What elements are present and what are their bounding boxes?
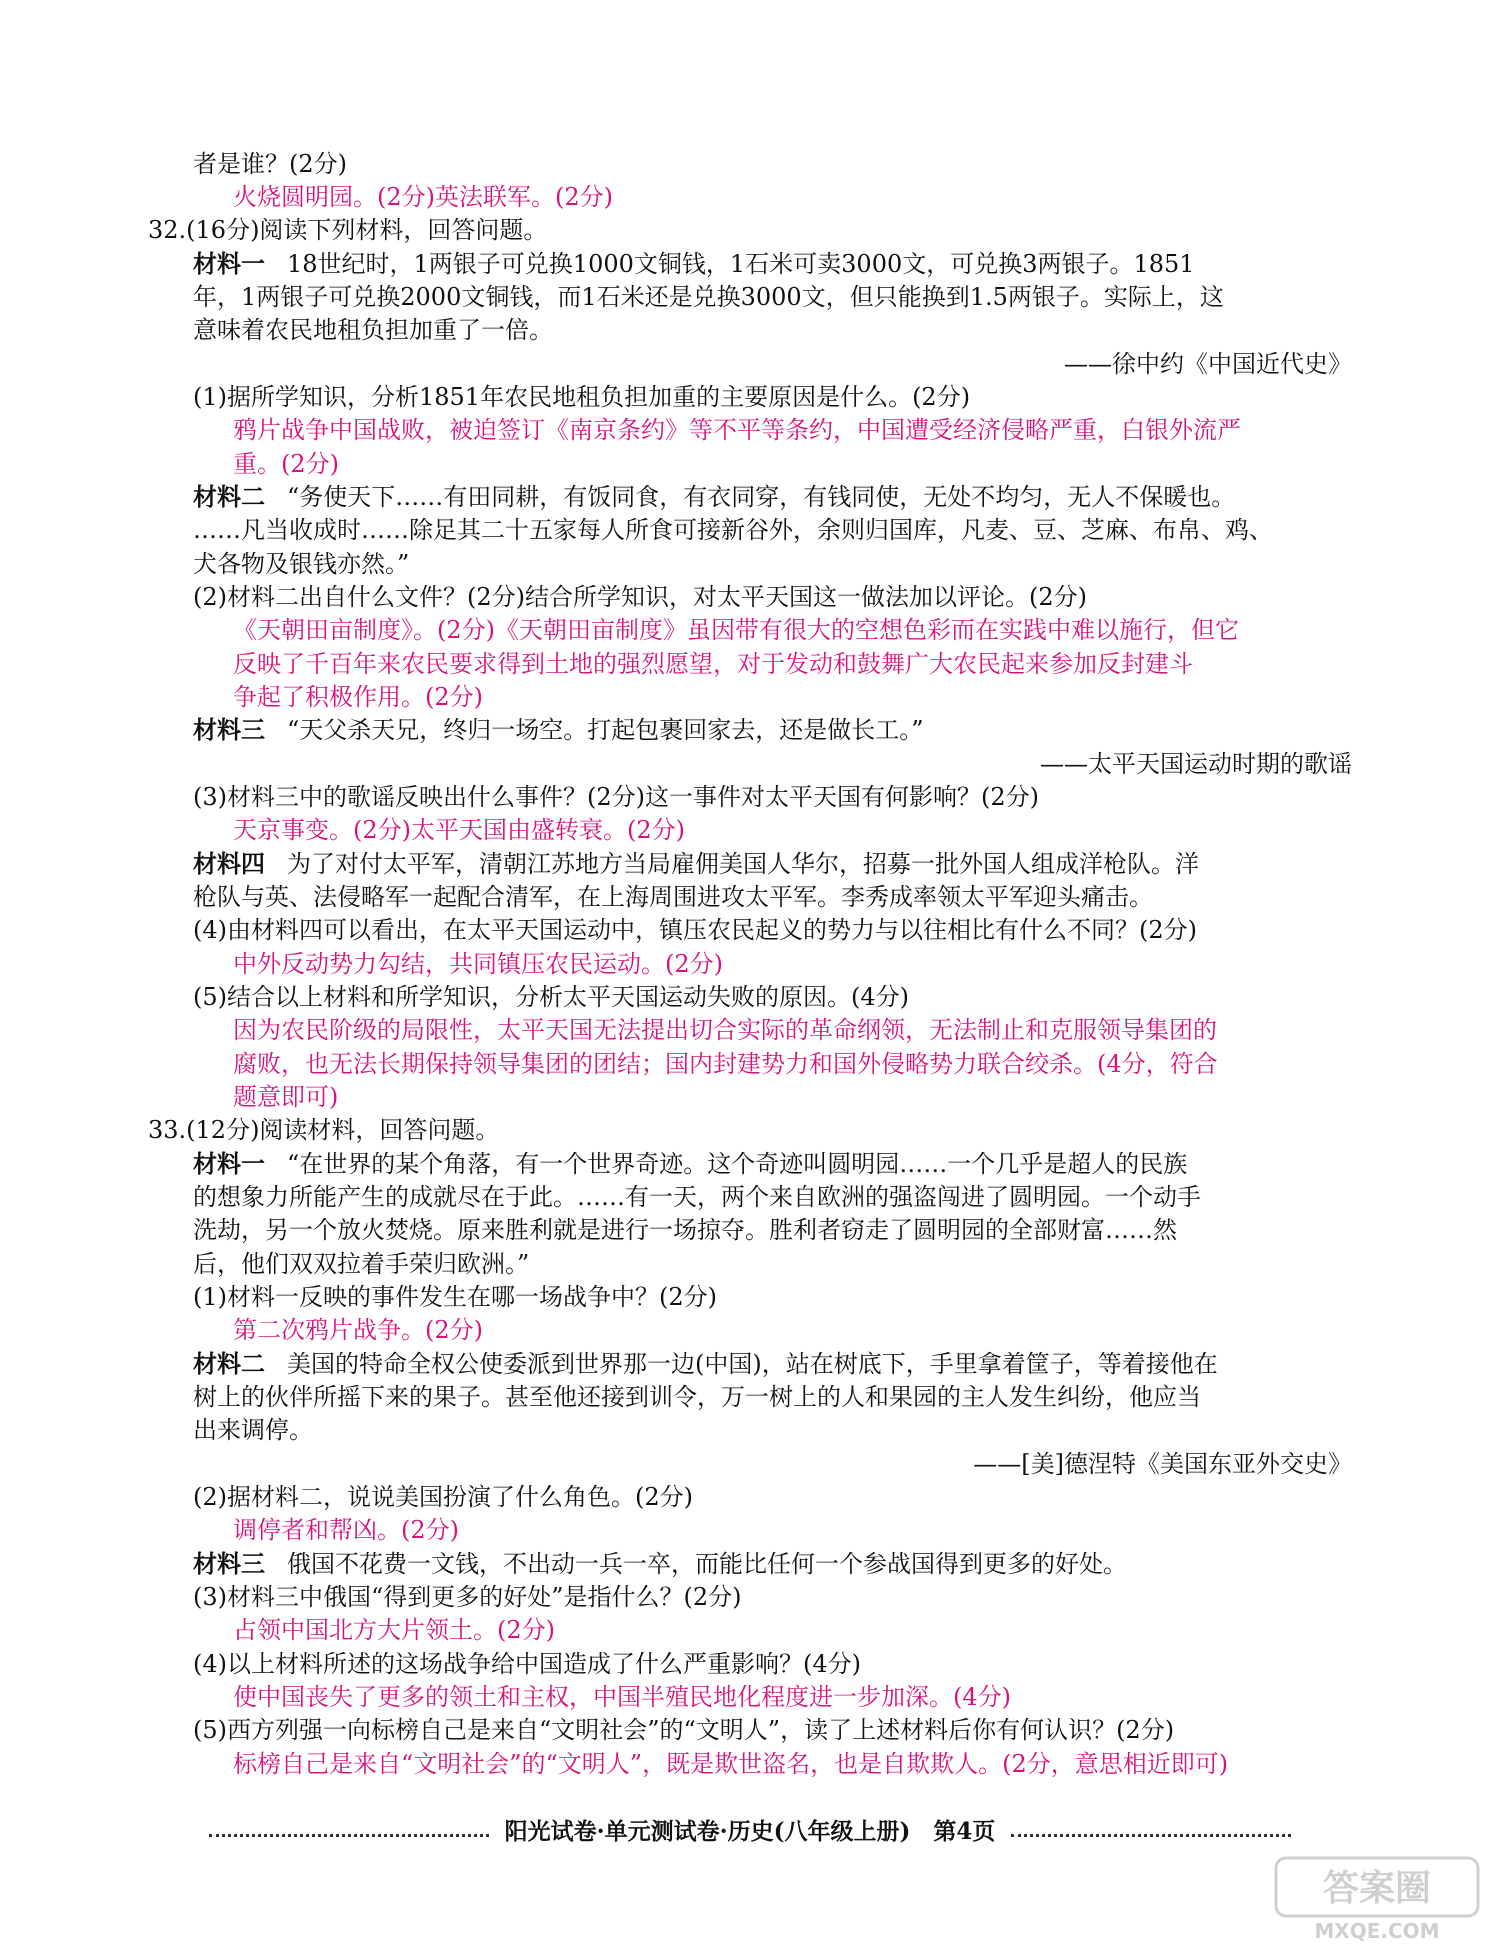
material-line: 年，1两银子可兑换2000文铜钱，而1石米还是兑换3000文，但只能换到1.5两银子。实际上，这 [193, 283, 1224, 311]
footer-title: 阳光试卷·单元测试卷·历史(八年级上册) 第4页 [504, 1817, 996, 1845]
answer-line: 中外反动势力勾结，共同镇压农民运动。(2分) [233, 950, 723, 978]
answer-line: 占领中国北方大片领土。(2分) [233, 1616, 555, 1644]
material-line: ……凡当收成时……除足其二十五家每人所食可接新谷外，余则归国库，凡麦、豆、芝麻、布帛、鸡、 [193, 516, 1273, 544]
question-line: (4)以上材料所述的这场战争给中国造成了什么严重影响？(4分) [193, 1650, 861, 1678]
question-line: (5)结合以上材料和所学知识，分析太平天国运动失败的原因。(4分) [193, 983, 909, 1011]
question-line: (4)由材料四可以看出，在太平天国运动中，镇压农民起义的势力与以往相比有什么不同？(2分) [193, 916, 1197, 944]
material-line: 洗劫，另一个放火焚烧。原来胜利就是进行一场掠夺。胜利者窃走了圆明园的全部财富……然 [193, 1216, 1177, 1244]
source-citation: ——徐中约《中国近代史》 [1064, 350, 1352, 378]
material-line: 意味着农民地租负担加重了一倍。 [193, 316, 553, 344]
material-line: 犬各物及银钱亦然。” [193, 550, 410, 578]
material-line: 材料一 18世纪时，1两银子可兑换1000文铜钱，1石米可卖3000文，可兑换3两银子。1851 [193, 249, 1195, 278]
question-heading: 33.(12分)阅读材料，回答问题。 [148, 1116, 500, 1144]
source-citation: ——太平天国运动时期的歌谣 [1040, 750, 1352, 778]
question-line: (3)材料三中的歌谣反映出什么事件？(2分)这一事件对太平天国有何影响？(2分) [193, 783, 1039, 811]
material-tag: 材料四 [193, 849, 265, 878]
material-tag: 材料一 [193, 1149, 265, 1178]
material-line: 出来调停。 [193, 1416, 313, 1444]
footer-divider [1011, 1834, 1291, 1837]
material-tag: 材料三 [193, 1549, 265, 1578]
answer-line: 火烧圆明园。(2分)英法联军。(2分) [233, 183, 613, 211]
material-line: 材料二 美国的特命全权公使委派到世界那一边(中国)，站在树底下，手里拿着筐子，等着接他在 [193, 1349, 1218, 1378]
material-line: 材料三 俄国不花费一文钱，不出动一兵一卒，而能比任何一个参战国得到更多的好处。 [193, 1549, 1127, 1578]
question-line: (2)材料二出自什么文件？(2分)结合所学知识，对太平天国这一做法加以评论。(2分) [193, 583, 1087, 611]
material-tag: 材料三 [193, 715, 265, 744]
answer-line: 《天朝田亩制度》。(2分)《天朝田亩制度》虽因带有很大的空想色彩而在实践中难以施行，但它 [233, 616, 1239, 644]
question-heading: 32.(16分)阅读下列材料，回答问题。 [148, 216, 548, 244]
answer-line: 使中国丧失了更多的领土和主权，中国半殖民地化程度进一步加深。(4分) [233, 1683, 1011, 1711]
answer-line: 调停者和帮凶。(2分) [233, 1516, 459, 1544]
answer-line: 鸦片战争中国战败，被迫签订《南京条约》等不平等条约，中国遭受经济侵略严重，白银外流严 [233, 416, 1241, 444]
question-line: (3)材料三中俄国“得到更多的好处”是指什么？(2分) [193, 1583, 742, 1611]
material-line: 材料三 “天父杀天兄，终归一场空。打起包裹回家去，还是做长工。” [193, 715, 924, 744]
material-tag: 材料二 [193, 1349, 265, 1378]
answer-line: 争起了积极作用。(2分) [233, 683, 483, 711]
material-line: 材料一 “在世界的某个角落，有一个世界奇迹。这个奇迹叫圆明园……一个几乎是超人的民族 [193, 1149, 1188, 1178]
source-citation: ——[美]德涅特《美国东亚外交史》 [973, 1450, 1352, 1478]
page-footer [0, 1812, 1500, 1846]
material-line: 材料四 为了对付太平军，清朝江苏地方当局雇佣美国人华尔，招募一批外国人组成洋枪队。洋 [193, 849, 1199, 878]
question-line: (1)材料一反映的事件发生在哪一场战争中？(2分) [193, 1283, 717, 1311]
material-line: 后，他们双双拉着手荣归欧洲。” [193, 1250, 530, 1278]
question-line: (2)据材料二，说说美国扮演了什么角色。(2分) [193, 1483, 693, 1511]
answer-line: 题意即可) [233, 1083, 339, 1111]
material-tag: 材料二 [193, 482, 265, 511]
question-line: 者是谁？(2分) [193, 150, 347, 178]
answer-line: 因为农民阶级的局限性，太平天国无法提出切合实际的革命纲领，无法制止和克服领导集团的 [233, 1016, 1217, 1044]
material-line: 材料二 “务使天下……有田同耕，有饭同食，有衣同穿，有钱同使，无处不均匀，无人不保暖也。 [193, 482, 1236, 511]
footer-divider [209, 1834, 489, 1837]
answer-line: 腐败，也无法长期保持领导集团的团结；国内封建势力和国外侵略势力联合绞杀。(4分，符合 [233, 1050, 1218, 1078]
answer-line: 第二次鸦片战争。(2分) [233, 1316, 483, 1344]
material-tag: 材料一 [193, 249, 265, 278]
svg-text:答案圈: 答案圈 [1322, 1868, 1432, 1909]
question-line: (1)据所学知识，分析1851年农民地租负担加重的主要原因是什么。(2分) [193, 383, 971, 411]
watermark-logo [1272, 1854, 1482, 1944]
svg-text:MXQE.COM: MXQE.COM [1314, 1919, 1440, 1943]
material-line: 树上的伙伴所摇下来的果子。甚至他还接到训令，万一树上的人和果园的主人发生纠纷，他应当 [193, 1383, 1201, 1411]
answer-line: 天京事变。(2分)太平天国由盛转衰。(2分) [233, 816, 685, 844]
answer-line: 反映了千百年来农民要求得到土地的强烈愿望，对于发动和鼓舞广大农民起来参加反封建斗 [233, 650, 1193, 678]
material-line: 的想象力所能产生的成就尽在于此。……有一天，两个来自欧洲的强盗闯进了圆明园。一个动手 [193, 1183, 1201, 1211]
material-line: 枪队与英、法侵略军一起配合清军，在上海周围进攻太平军。李秀成率领太平军迎头痛击。 [193, 883, 1153, 911]
question-line: (5)西方列强一向标榜自己是来自“文明社会”的“文明人”，读了上述材料后你有何认识？(2分) [193, 1716, 1175, 1744]
answer-line: 重。(2分) [233, 450, 339, 478]
answer-line: 标榜自己是来自“文明社会”的“文明人”，既是欺世盗名，也是自欺欺人。(2分，意思相近即可) [233, 1750, 1229, 1778]
